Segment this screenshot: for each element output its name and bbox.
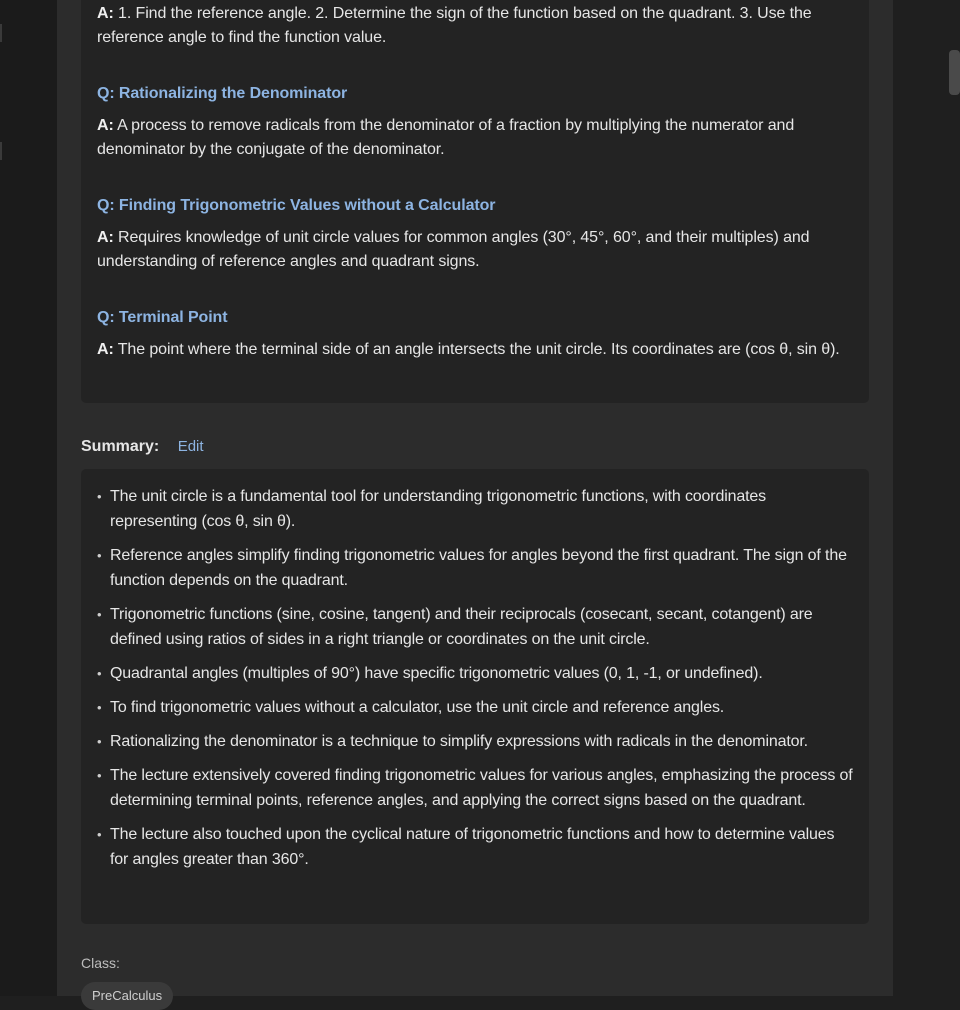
answer-prefix: A: <box>97 5 114 22</box>
qa-item <box>97 82 849 162</box>
qa-answer <box>97 338 849 362</box>
summary-item: • The unit circle is a fundamental tool for understanding trigonometric functions, with coordinates representing (cos θ, sin θ). <box>97 484 853 534</box>
summary-item: • Quadrantal angles (multiples of 90°) have specific trigonometric values (0, 1, -1, or undefined). <box>97 661 853 686</box>
qa-question: Q: Rationalizing the Denominator <box>97 85 348 102</box>
right-gutter <box>893 0 960 996</box>
gutter-marker <box>0 142 2 160</box>
summary-item: • Trigonometric functions (sine, cosine, tangent) and their reciprocals (cosecant, secant, cotangent) are defined using ratios of sides in a right triangle or coordinates on the unit circle. <box>97 602 853 652</box>
summary-item: • The lecture also touched upon the cyclical nature of trigonometric functions and how to determine values for angles greater than 360°. <box>97 822 853 872</box>
gutter-marker <box>0 24 2 42</box>
qa-item <box>97 194 849 274</box>
qa-item <box>97 2 849 50</box>
answer-prefix: A: <box>97 341 114 358</box>
answer-prefix: A: <box>97 117 114 134</box>
class-chip[interactable]: PreCalculus <box>81 982 173 1010</box>
qa-card <box>81 0 869 403</box>
left-gutter <box>0 0 57 996</box>
qa-question: Q: Finding Trigonometric Values without a Calculator <box>97 197 496 214</box>
qa-question: Q: Terminal Point <box>97 309 228 326</box>
class-label: Class: <box>81 955 120 971</box>
answer-text: A process to remove radicals from the denominator of a fraction by multiplying the numerator and denominator by the conjugate of the denominator. <box>97 117 795 158</box>
qa-item <box>97 306 849 362</box>
qa-answer <box>97 114 849 162</box>
summary-edit-link[interactable]: Edit <box>177 438 204 455</box>
summary-header <box>81 435 204 459</box>
answer-text: 1. Find the reference angle. 2. Determine the sign of the function based on the quadrant. 3. Use the reference angle to find the function value. <box>97 5 812 46</box>
answer-prefix: A: <box>97 229 114 246</box>
qa-answer <box>97 226 849 274</box>
summary-item: • Rationalizing the denominator is a technique to simplify expressions with radicals in the denominator. <box>97 729 853 754</box>
qa-answer <box>97 2 849 50</box>
summary-card <box>81 469 869 924</box>
summary-item: • The lecture extensively covered finding trigonometric values for various angles, emphasizing the process of determining terminal points, reference angles, and applying the correct signs based on the quadrant. <box>97 763 853 813</box>
summary-item: • Reference angles simplify finding trigonometric values for angles beyond the first quadrant. The sign of the function depends on the quadrant. <box>97 543 853 593</box>
summary-list <box>81 469 869 872</box>
scrollbar-thumb[interactable] <box>949 50 960 95</box>
answer-text: Requires knowledge of unit circle values for common angles (30°, 45°, 60°, and their multiples) and understanding of reference angles and quadrant signs. <box>97 229 810 270</box>
answer-text: The point where the terminal side of an angle intersects the unit circle. Its coordinates are (cos θ, sin θ). <box>113 341 840 358</box>
summary-label: Summary: <box>81 438 160 455</box>
summary-item: • To find trigonometric values without a calculator, use the unit circle and reference angles. <box>97 695 853 720</box>
